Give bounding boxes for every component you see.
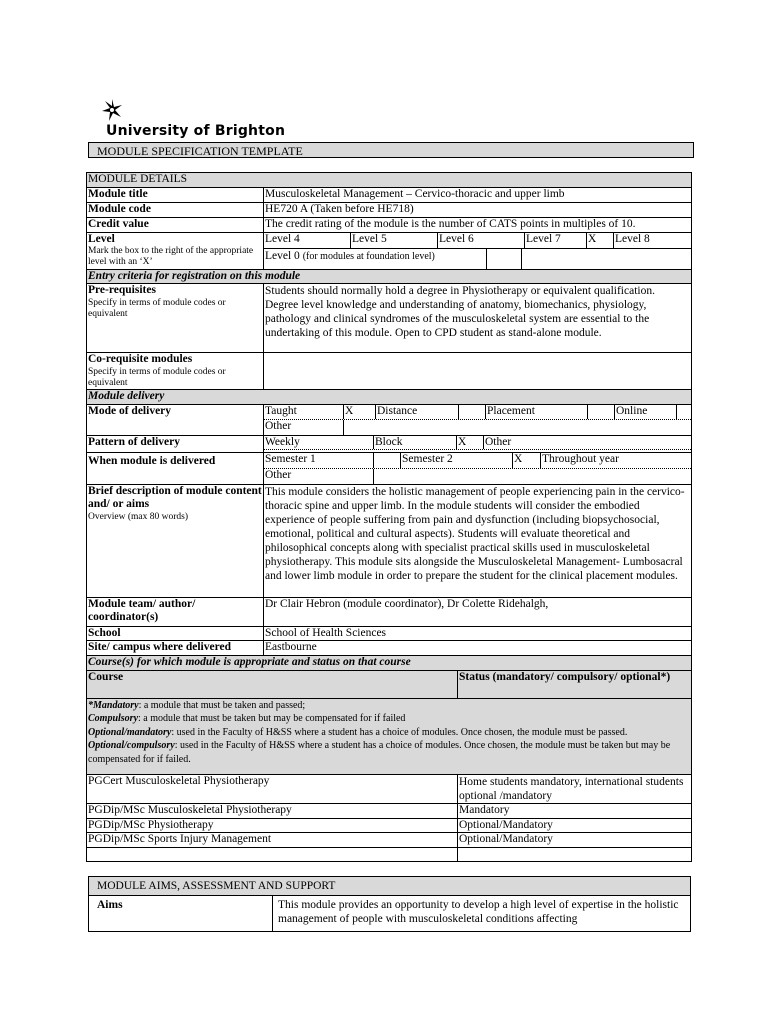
legend-optional-compulsory: Optional/compulsory: used in the Faculty of H&SS where a student has a choice of modules. Once chosen, the module must be taken but may be compensated for if failed.: [88, 740, 671, 765]
course-name: PGDip/MSc Physiotherapy: [87, 818, 458, 833]
brief-label: Brief description of module content and/ or aims: [88, 484, 262, 511]
mode-online-mark: [677, 405, 691, 419]
mode-distance: Distance: [376, 405, 459, 419]
course-name: PGDip/MSc Sports Injury Management: [87, 833, 458, 848]
credit-value: The credit rating of the module is the number of CATS points in multiples of 10.: [264, 217, 692, 232]
course-status: Mandatory: [458, 804, 692, 819]
when-label: When module is delivered: [87, 452, 264, 484]
status-column-header: Status (mandatory/ compulsory/ optional*): [458, 671, 692, 699]
when-semester-2-mark: X: [513, 453, 541, 468]
when-semester-1: Semester 1: [264, 453, 374, 468]
course-status: Optional/Mandatory: [458, 818, 692, 833]
level-4: Level 4: [264, 233, 351, 248]
level-0: [264, 249, 487, 269]
entry-heading: Entry criteria for registration on this module: [87, 269, 692, 284]
level-6: Level 6: [438, 233, 525, 248]
prereq-label-cell: [87, 284, 264, 353]
mode-other: Other: [264, 420, 344, 435]
pattern-block-mark: X: [457, 436, 484, 450]
brief-label-cell: [87, 484, 264, 597]
when-grid: [264, 452, 692, 484]
mode-taught-mark: X: [344, 405, 376, 419]
credit-label: Credit value: [87, 217, 264, 232]
coreq-label: Co-requisite modules: [88, 353, 193, 366]
module-title-label: Module title: [87, 187, 264, 202]
coreq-value: [264, 353, 692, 390]
level-label-cell: [87, 232, 264, 269]
prereq-text: Students should normally hold a degree in Physiotherapy or equivalent qualification. Degree level knowledge and understanding of anatomy, biomechanics, physiology, pathology and clinical syndromes of the musculoskeletal system are essential to the undertaking of this module. Open to CPD student as stand-alone module.: [264, 284, 692, 353]
mode-online: Online: [615, 405, 677, 419]
site-label: Site/ campus where delivered: [87, 641, 264, 656]
team-label: Module team/ author/ coordinator(s): [87, 597, 264, 626]
prereq-hint: Specify in terms of module codes or equivalent: [88, 297, 226, 319]
coreq-label-cell: [87, 353, 264, 390]
course-name: PGCert Musculoskeletal Physiotherapy: [87, 775, 458, 804]
when-semester-2: Semester 2: [401, 453, 513, 468]
course-name-empty: [87, 847, 458, 861]
legend-compulsory: Compulsory: a module that must be taken but may be compensated for if failed: [88, 713, 406, 725]
school-value: School of Health Sciences: [264, 626, 692, 641]
aims-text: This module provides an opportunity to develop a high level of expertise in the holistic management of people with musculoskeletal conditions affecting: [273, 896, 691, 932]
table-row: [87, 833, 692, 848]
aims-section-title: MODULE AIMS, ASSESSMENT AND SUPPORT: [89, 877, 691, 896]
template-title: MODULE SPECIFICATION TEMPLATE: [88, 142, 694, 158]
course-status-empty: [458, 847, 692, 861]
level-0-label: Level 0: [265, 249, 300, 262]
courses-heading: Course(s) for which module is appropriate and status on that course: [87, 655, 692, 670]
module-details-table: [86, 172, 692, 671]
coreq-hint: Specify in terms of module codes or equivalent: [88, 366, 226, 388]
level-label: Level: [88, 232, 115, 245]
level-8: Level 8: [615, 232, 650, 245]
site-value: Eastbourne: [264, 641, 692, 656]
delivery-heading: Module delivery: [87, 390, 692, 405]
level-hint: Mark the box to the right of the appropriate level with an ‘X’: [88, 246, 254, 268]
aims-table: [88, 876, 691, 932]
level-5: Level 5: [351, 233, 438, 248]
level-0-mark: [487, 249, 522, 269]
legend-optional-mandatory: Optional/mandatory: used in the Faculty of H&SS where a student has a choice of modules. Once chosen, the module must be passed.: [88, 726, 628, 738]
when-other: Other: [264, 469, 374, 484]
when-throughout: Throughout year: [542, 452, 619, 465]
table-row: [87, 818, 692, 833]
brief-text: This module considers the holistic management of people experiencing pain in the cervico-thoracic spine and upper limb. In the module students will consider the embodied experience of people suffering from pain and dysfunction (including biopsychosocial, emotional, political and cultural aspects). Students will evaluate theoretical and philosophical concepts along with specialist practical skills used in musculoskeletal physiotherapy. This module sits alongside the Musculoskeletal Management- Lumbosacral and lower limb module in order to prepare the student for the clinical placement modules.: [264, 484, 692, 597]
mode-grid: [264, 404, 692, 435]
table-row: [87, 847, 692, 861]
pattern-other: Other: [485, 435, 512, 448]
section-title: MODULE DETAILS: [87, 173, 692, 188]
module-code-value: HE720 A (Taken before HE718): [264, 202, 692, 217]
university-name: University of Brighton: [106, 123, 286, 139]
brief-hint: Overview (max 80 words): [88, 511, 188, 522]
school-label: School: [87, 626, 264, 641]
status-legend: [87, 699, 692, 775]
level-7-mark: X: [587, 233, 614, 248]
course-column-header: Course: [87, 671, 458, 699]
course-status: Home students mandatory, international students optional /mandatory: [458, 775, 692, 804]
mode-distance-mark: [459, 405, 486, 419]
mode-taught: Taught: [264, 405, 344, 419]
legend-mandatory: *Mandatory: a module that must be taken and passed;: [88, 700, 306, 711]
courses-table: [86, 670, 692, 862]
course-status: Optional/Mandatory: [458, 833, 692, 848]
course-name: PGDip/MSc Musculoskeletal Physiotherapy: [87, 804, 458, 819]
module-title-value: Musculoskeletal Management – Cervico-thoracic and upper limb: [264, 187, 692, 202]
table-row: [87, 775, 692, 804]
aims-label: Aims: [89, 896, 273, 932]
level-0-note: (for modules at foundation level): [302, 250, 435, 262]
university-logo-star-icon: [100, 98, 124, 122]
table-row: [87, 804, 692, 819]
module-code-label: Module code: [87, 202, 264, 217]
mode-placement-mark: [588, 405, 615, 419]
mode-label: Mode of delivery: [87, 404, 264, 435]
pattern-weekly: Weekly: [264, 436, 374, 450]
level-grid: [264, 232, 692, 269]
pattern-block: Block: [374, 436, 457, 450]
pattern-label: Pattern of delivery: [87, 435, 264, 452]
mode-placement: Placement: [486, 405, 588, 419]
when-semester-1-mark: [374, 453, 401, 468]
level-7: Level 7: [525, 233, 587, 248]
prereq-label: Pre-requisites: [88, 284, 156, 297]
team-value: Dr Clair Hebron (module coordinator), Dr Colette Ridehalgh,: [264, 597, 692, 626]
pattern-grid: [264, 435, 692, 452]
